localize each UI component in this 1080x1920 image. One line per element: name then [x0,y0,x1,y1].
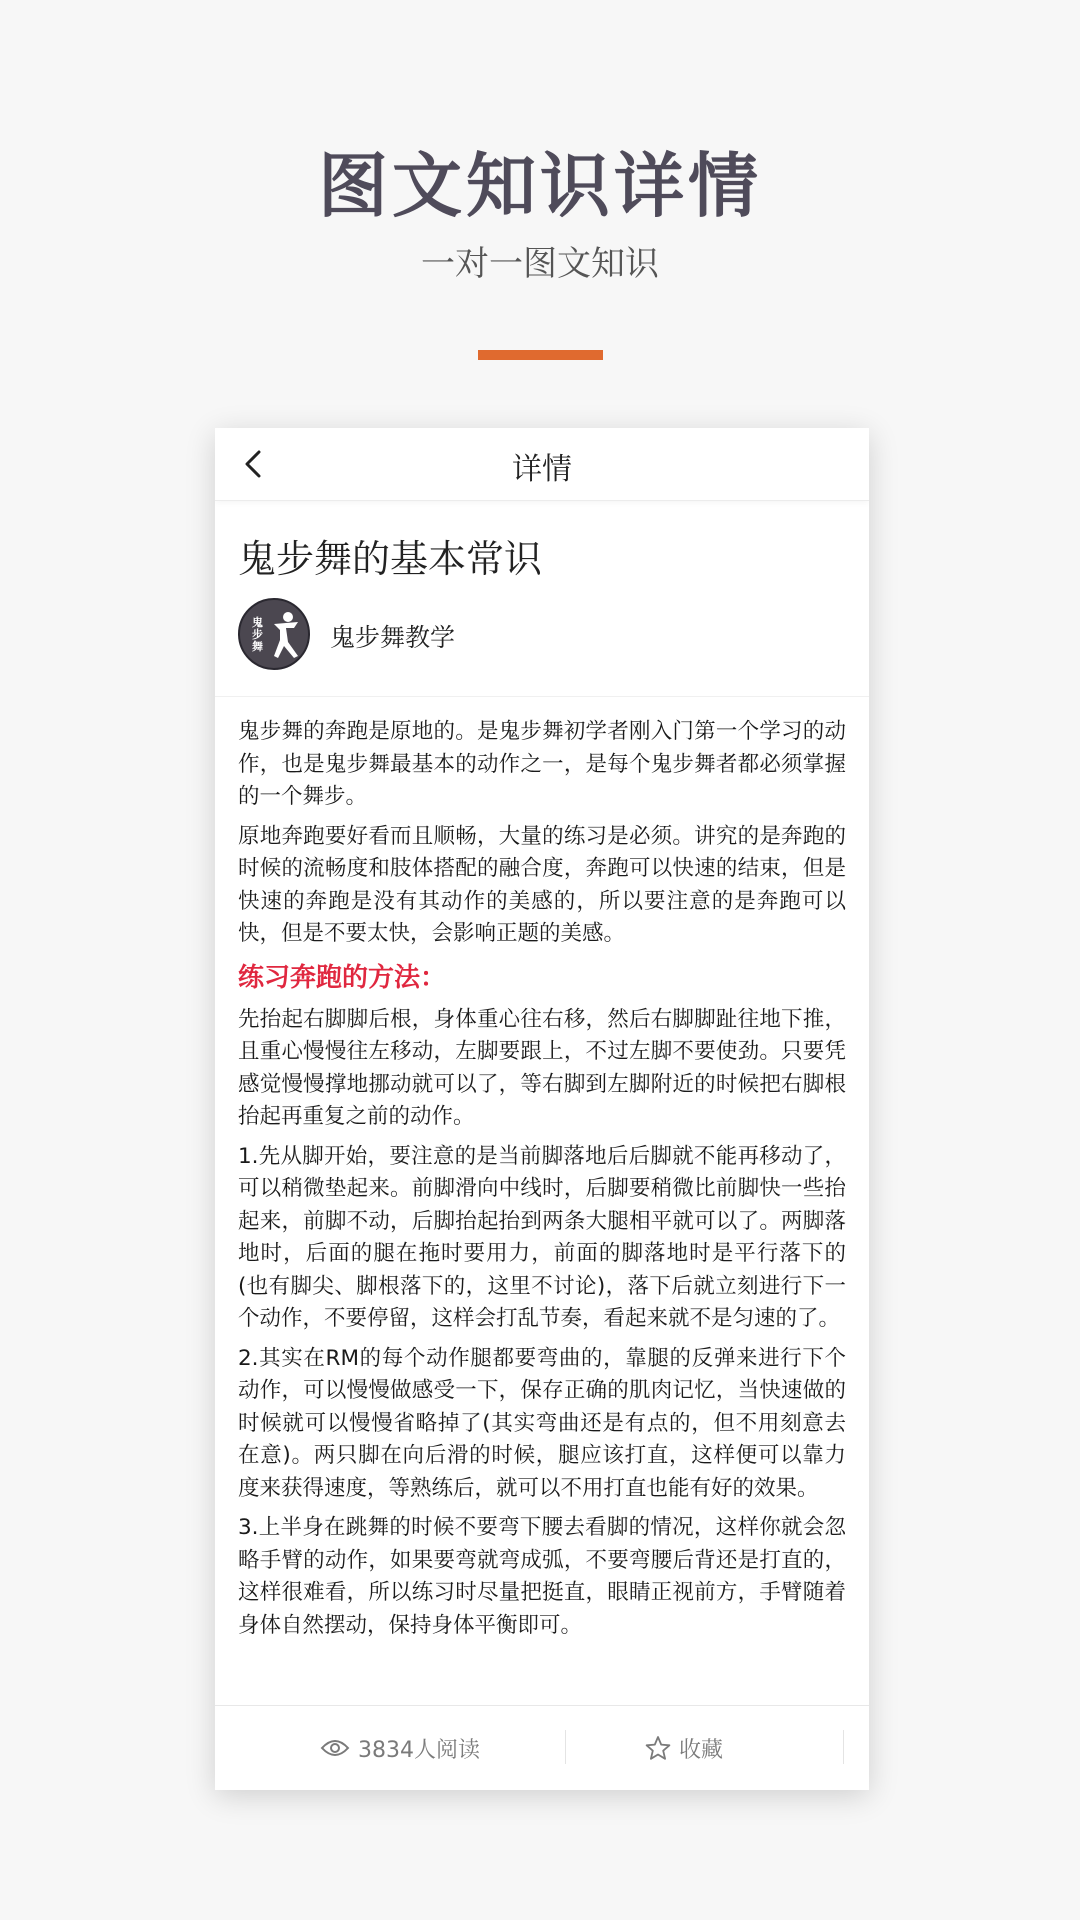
phone-screen [215,428,869,1790]
bottom-divider [565,1730,566,1764]
eye-icon [320,1738,350,1758]
article-paragraph: 鬼步舞的奔跑是原地的。是鬼步舞初学者刚入门第一个学习的动作，也是鬼步舞最基本的动作之一，是每个鬼步舞者都必须掌握的一个舞步。 [238,719,846,809]
avatar-logo-text: 鬼步舞 [252,616,263,653]
dancer-logo-icon [264,608,304,664]
article-paragraph: 原地奔跑要好看而且顺畅，大量的练习是必须。讲究的是奔跑的时候的流畅度和肢体搭配的融合度，奔跑可以快速的结束，但是快速的奔跑是没有其动作的美感的，所以要注意的是奔跑可以快，但是不要太快，会影响正题的美感。 [238,823,846,946]
read-count-label: 3834人阅读 [358,1737,480,1763]
avatar[interactable] [238,598,310,670]
promo-subtitle: 一对一图文知识 [421,244,659,284]
nav-title: 详情 [512,452,572,487]
article-step: 先抬起右脚脚后根，身体重心往右移，然后右脚脚趾往地下推，且重心慢慢往左移动，左脚要跟上，不过左脚不要使劲。只要凭感觉慢慢撑地挪动就可以了，等右脚到左脚附近的时候把右脚根抬起再重复之前的动作。 [238,1006,846,1129]
favorite-button[interactable] [645,1706,723,1790]
author-row[interactable] [238,598,838,674]
article-title: 鬼步舞的基本常识 [238,537,543,581]
article-step: 1.先从脚开始，要注意的是当前脚落地后后脚就不能再移动了，可以稍微垫起来。前脚滑向中线时，后脚要稍微比前脚快一些抬起来，前脚不动，后脚抬起抬到两条大腿相平就可以了。两脚落地时，后面的腿在拖时要用力，前面的脚落地时是平行落下的(也有脚尖、脚根落下的，这里不讨论)，落下后就立刻进行下一个动作，不要停留，这样会打乱节奏，看起来就不是匀速的了。 [238,1143,846,1331]
star-icon [645,1735,671,1761]
read-count [320,1706,480,1790]
promo-title: 图文知识详情 [318,145,762,227]
article-step: 3.上半身在跳舞的时候不要弯下腰去看脚的情况，这样你就会忽略手臂的动作，如果要弯就弯成弧，不要弯腰后背还是打直的，这样很难看，所以练习时尽量把挺直，眼睛正视前方，手臂随着身体自然摆动，保持身体平衡即可。 [238,1515,846,1638]
nav-bar [215,428,869,501]
section-heading: 练习奔跑的方法： [238,962,447,993]
divider [215,696,869,697]
bottom-divider [843,1730,844,1764]
article-body [238,716,846,1710]
bottom-bar [215,1705,869,1790]
promo-accent-bar [478,350,603,360]
favorite-label: 收藏 [679,1737,724,1763]
article-step: 2.其实在RM的每个动作腿都要弯曲的，靠腿的反弹来进行下个动作，可以慢慢做感受一下，保存正确的肌肉记忆，当快速做的时候就可以慢慢省略掉了(其实弯曲还是有点的，但不用刻意去在意)。两只脚在向后滑的时候，腿应该打直，这样便可以靠力度来获得速度，等熟练后，就可以不用打直也能有好的效果。 [238,1345,846,1501]
author-name[interactable]: 鬼步舞教学 [330,623,456,652]
